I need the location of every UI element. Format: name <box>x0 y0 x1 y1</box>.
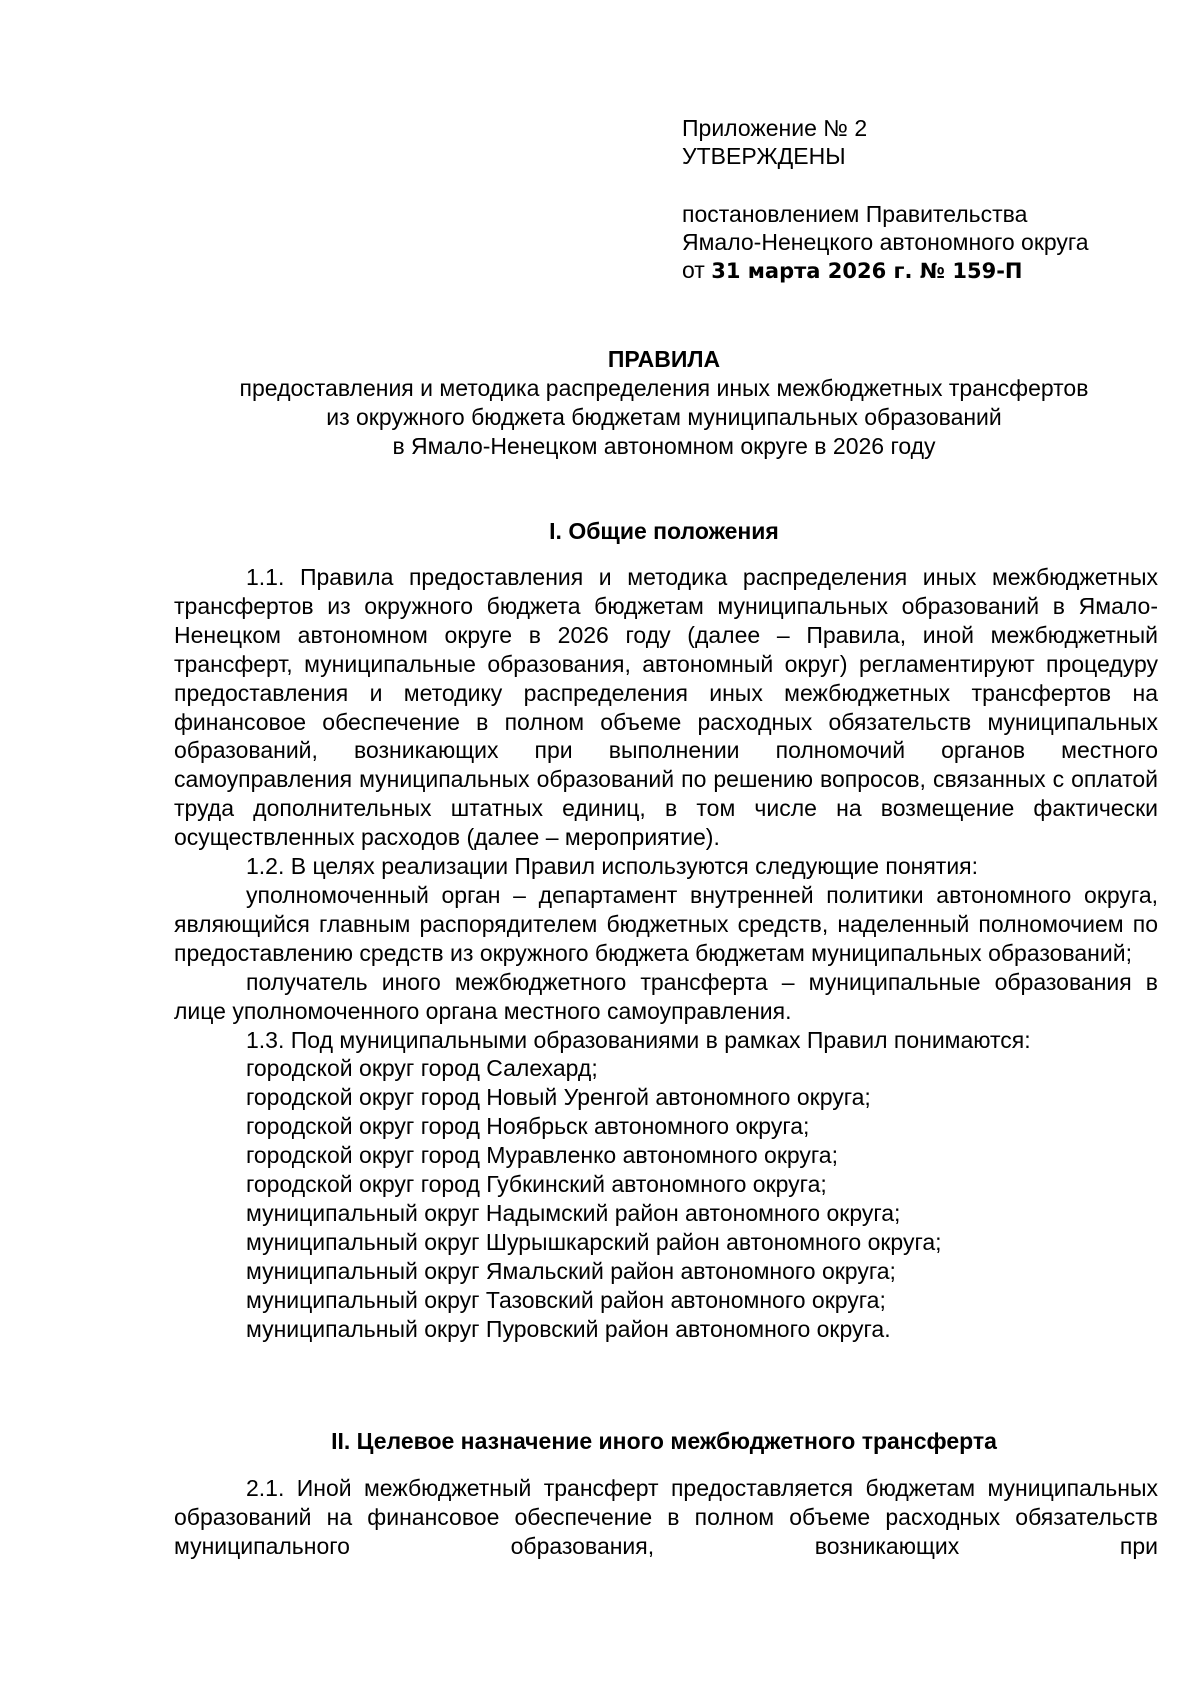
document-title <box>170 345 1158 461</box>
municipality-item: муниципальный округ Пуровский район автономного округа. <box>246 1315 891 1342</box>
municipality-item: муниципальный округ Тазовский район автономного округа; <box>246 1286 886 1313</box>
municipality-item: муниципальный округ Ямальский район автономного округа; <box>246 1257 896 1284</box>
section-2-heading: II. Целевое назначение иного межбюджетного трансферта <box>331 1428 997 1454</box>
resolution-line-2: Ямало-Ненецкого автономного округа <box>682 229 1089 255</box>
resolution-line-1: постановлением Правительства <box>682 201 1028 227</box>
municipality-item: городской округ город Губкинский автономного округа; <box>246 1171 827 1198</box>
paragraph-1-3: 1.3. Под муниципальными образованиями в рамках Правил понимаются: <box>246 1026 1031 1053</box>
paragraph-2-1: 2.1. Иной межбюджетный трансферт предоставляется бюджетам муниципальных образований на финансовое обеспечение в полном объеме расходных обязательств муниципального образования, возникающих при <box>174 1475 1158 1559</box>
municipality-item: муниципальный округ Шурышкарский район автономного округа; <box>246 1228 942 1255</box>
section-1-body <box>174 563 1158 1343</box>
date-and-number: 31 марта 2026 г. № 159-П <box>711 259 1023 283</box>
definition-recipient: получатель иного межбюджетного трансферта – муниципальные образования в лице уполномоченного органа местного самоуправления. <box>174 968 1158 1024</box>
municipality-item: городской округ город Новый Уренгой автономного округа; <box>246 1084 871 1111</box>
date-prefix: от <box>682 257 705 283</box>
paragraph-1-2: 1.2. В целях реализации Правил используются следующие понятия: <box>246 853 979 880</box>
approved-label: УТВЕРЖДЕНЫ <box>682 143 846 169</box>
definition-authorized-body: уполномоченный орган – департамент внутренней политики автономного округа, являющийся главным распорядителем бюджетных средств, наделенный полномочием по предоставлению средств из окружного бюджета бюджетам муниципальных образований; <box>174 881 1158 966</box>
resolution-date-line <box>682 256 1182 285</box>
section-1-heading: I. Общие положения <box>549 518 779 544</box>
municipality-item: городской округ город Муравленко автономного округа; <box>246 1142 838 1169</box>
title-line-2: из окружного бюджета бюджетам муниципальных образований <box>326 404 1002 430</box>
paragraph-1-1: 1.1. Правила предоставления и методика распределения иных межбюджетных трансфертов из окружного бюджета бюджетам муниципальных образований в Ямало-Ненецком автономном округе в 2026 году (далее – Правила, иной межбюджетный трансферт, муниципальные образования, автономный округ) регламентируют процедуру предоставления и методику распределения иных межбюджетных трансфертов на финансовое обеспечение в полном объеме расходных обязательств муниципальных образований, возникающих при выполнении полномочий органов местного самоуправления муниципальных образований по решению вопросов, связанных с оплатой труда дополнительных штатных единиц, в том числе на возмещение фактически осуществленных расходов (далее – мероприятие). <box>174 564 1158 851</box>
municipality-item: муниципальный округ Надымский район автономного округа; <box>246 1199 901 1226</box>
municipality-item: городской округ город Ноябрьск автономного округа; <box>246 1113 810 1140</box>
approval-block <box>682 114 1182 285</box>
section-2-body <box>174 1474 1158 1561</box>
title-line-1: предоставления и методика распределения иных межбюджетных трансфертов <box>239 375 1089 401</box>
title-main: ПРАВИЛА <box>607 346 721 372</box>
title-line-3: в Ямало-Ненецком автономном округе в 2026 году <box>392 433 936 459</box>
municipality-item: городской округ город Салехард; <box>246 1055 598 1082</box>
appendix-number: Приложение № 2 <box>682 115 868 141</box>
